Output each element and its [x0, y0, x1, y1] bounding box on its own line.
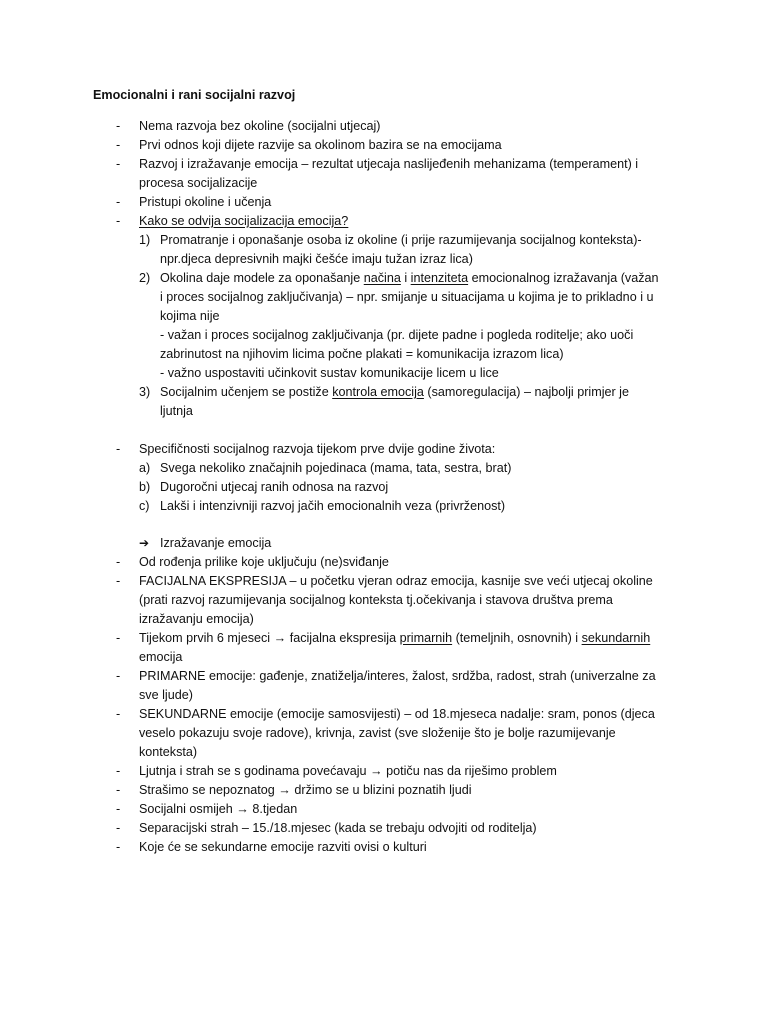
- underlined-word: sekundarnih: [581, 631, 651, 645]
- list-item-subnote-continued: zabrinutost na njihovim licima počne plakati = komunikacija izrazom lica): [160, 347, 564, 361]
- list-item-text: Okolina daje modele za oponašanje načina i intenziteta emocionalnog izražavanja (važan: [160, 271, 659, 285]
- bullet-dash: -: [116, 821, 121, 835]
- bullet-text: Od rođenja prilike koje uključuju (ne)sviđanje: [139, 555, 389, 569]
- bullet-text-continued: sve ljude): [139, 688, 193, 702]
- bullet-text-continued: procesa socijalizacije: [139, 176, 258, 190]
- list-number: 2): [139, 271, 151, 285]
- bullet-dash: -: [116, 707, 121, 721]
- list-item-text-continued: ljutnja: [160, 404, 193, 418]
- bullet-text-underlined: Kako se odvija socijalizacija emocija?: [139, 214, 349, 228]
- bullet-text: Prvi odnos koji dijete razvije sa okolinom bazira se na emocijama: [139, 138, 502, 152]
- list-letter: c): [139, 499, 150, 513]
- bullet-text: Separacijski strah – 15./18.mjesec (kada se trebaju odvojiti od roditelja): [139, 821, 537, 835]
- list-item-subnote: - važno uspostaviti učinkovit sustav komunikacije licem u lice: [160, 366, 499, 380]
- bullet-text-continued: izražavanju emocija): [139, 612, 254, 626]
- bullet-dash: -: [116, 138, 121, 152]
- list-item-text-continued: i proces socijalnog zaključivanja) – npr. smijanje u situacijama u kojima je to prikladno i u: [160, 290, 654, 304]
- list-item-text: Svega nekoliko značajnih pojedinaca (mama, tata, sestra, brat): [160, 461, 512, 475]
- bullet-dash: -: [116, 764, 121, 778]
- bullet-dash: -: [116, 783, 121, 797]
- bullet-dash: -: [116, 574, 121, 588]
- bullet-dash: -: [116, 555, 121, 569]
- list-item-text: Lakši i intenzivniji razvoj jačih emocionalnih veza (privrženost): [160, 499, 506, 513]
- bullet-text: Strašimo se nepoznatog → držimo se u blizini poznatih ljudi: [139, 783, 472, 797]
- list-item-text-continued: kojima nije: [160, 309, 220, 323]
- bullet-dash: -: [116, 195, 121, 209]
- bullet-dash: -: [116, 119, 121, 133]
- page-title: Emocionalni i rani socijalni razvoj: [93, 88, 296, 102]
- list-item-text: Dugoročni utjecaj ranih odnosa na razvoj: [160, 480, 389, 494]
- bullet-text: Socijalni osmijeh → 8.tjedan: [139, 802, 298, 816]
- underlined-word: primarnih: [399, 631, 453, 645]
- bullet-dash: -: [116, 214, 121, 228]
- arrow-right-icon: ➔: [139, 536, 150, 550]
- bullet-text-continued: (prati razvoj razumijevanja socijalnog konteksta tj.očekivanja i stavova društva prema: [139, 593, 613, 607]
- bullet-text: FACIJALNA EKSPRESIJA – u početku vjeran odraz emocija, kasnije sve veći utjecaj okoline: [139, 574, 653, 588]
- bullet-text: SEKUNDARNE emocije (emocije samosvijesti) – od 18.mjeseca nadalje: sram, ponos (djeca: [139, 707, 655, 721]
- bullet-dash: -: [116, 840, 121, 854]
- list-letter: b): [139, 480, 151, 494]
- list-number: 1): [139, 233, 151, 247]
- bullet-text: Tijekom prvih 6 mjeseci → facijalna ekspresija primarnih (temeljnih, osnovnih) i sekundarnih: [139, 631, 651, 645]
- underlined-word: intenziteta: [410, 271, 469, 285]
- bullet-dash: -: [116, 631, 121, 645]
- bullet-dash: -: [116, 442, 121, 456]
- list-item-subnote: - važan i proces socijalnog zaključivanja (pr. dijete padne i pogleda roditelje; ako uoči: [160, 328, 634, 342]
- bullet-text: Specifičnosti socijalnog razvoja tijekom prve dvije godine života:: [139, 442, 496, 456]
- arrow-heading-text: Izražavanje emocija: [160, 536, 272, 550]
- list-number: 3): [139, 385, 151, 399]
- bullet-text: Nema razvoja bez okoline (socijalni utjecaj): [139, 119, 381, 133]
- list-item-text-continued: npr.djeca depresivnih majki češće imaju tužan izraz lica): [160, 252, 473, 266]
- bullet-text-continued: veselo pokazuju svoje radove), krivnja, zavist (sve složenije što je bolje razumijevanje: [139, 726, 616, 740]
- bullet-text-continued: emocija: [139, 650, 183, 664]
- bullet-dash: -: [116, 157, 121, 171]
- bullet-text: Koje će se sekundarne emocije razviti ovisi o kulturi: [139, 840, 427, 854]
- underlined-word: načina: [363, 271, 401, 285]
- bullet-text: PRIMARNE emocije: gađenje, znatiželja/interes, žalost, srdžba, radost, strah (univerzalne za: [139, 669, 656, 683]
- list-letter: a): [139, 461, 151, 475]
- list-item-text: Socijalnim učenjem se postiže kontrola emocija (samoregulacija) – najbolji primjer je: [160, 385, 629, 399]
- bullet-dash: -: [116, 802, 121, 816]
- bullet-text: Pristupi okoline i učenja: [139, 195, 272, 209]
- list-item-text: Promatranje i oponašanje osoba iz okoline (i prije razumijevanja socijalnog konteksta)-: [160, 233, 642, 247]
- underlined-word: kontrola emocija: [332, 385, 424, 399]
- bullet-text-continued: konteksta): [139, 745, 198, 759]
- bullet-text: Razvoj i izražavanje emocija – rezultat utjecaja naslijeđenih mehanizama (temperament) i: [139, 157, 639, 171]
- bullet-text: Ljutnja i strah se s godinama povećavaju → potiču nas da riješimo problem: [139, 764, 557, 778]
- bullet-dash: -: [116, 669, 121, 683]
